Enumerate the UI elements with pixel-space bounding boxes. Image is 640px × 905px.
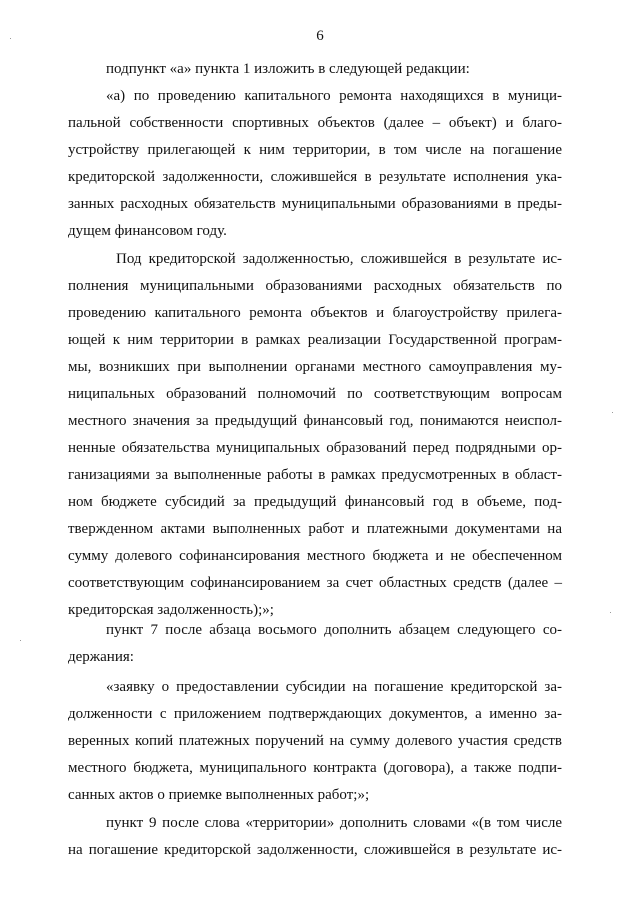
paragraph-application-text	[68, 674, 562, 809]
text-line: соответствующим софинансированием за счет областных средств (далее –	[68, 575, 562, 591]
paragraph-subpoint-a-text	[68, 83, 562, 245]
text-line: дущем финансовом году.	[68, 223, 227, 239]
text-line: местного бюджета, муниципального контракта (договора), а также подпи-	[68, 760, 562, 776]
scan-speck	[610, 612, 611, 613]
text-line: ниципальных образований полномочий по соответствующим вопросам	[68, 386, 562, 402]
paragraph-point-7-amendment	[68, 617, 562, 671]
text-line: на погашение кредиторской задолженности, сложившейся в результате ис-	[68, 842, 562, 858]
text-line: долженности с приложением подтверждающих документов, а именно за-	[68, 706, 562, 722]
text-line: занных расходных обязательств муниципальными образованиями в преды-	[68, 196, 562, 212]
text-line: полнения муниципальными образованиями расходных обязательств по	[68, 278, 562, 294]
text-line: ющей к ним территории в рамках реализации Государственной програм-	[68, 332, 562, 348]
text-line: Под кредиторской задолженностью, сложившейся в результате ис-	[116, 251, 562, 267]
paragraph-debt-definition	[68, 246, 562, 624]
text-line: ненные обязательства муниципальных образований перед подрядными ор-	[68, 440, 562, 456]
text-line: кредиторской задолженности, сложившейся в результате исполнения ука-	[68, 169, 562, 185]
text-line: мы, возникших при выполнении органами местного самоуправления му-	[68, 359, 562, 375]
scan-speck	[20, 640, 21, 641]
scan-speck	[612, 412, 613, 413]
text-line: «а) по проведению капитального ремонта находящихся в муници-	[106, 88, 562, 104]
text-line: пункт 7 после абзаца восьмого дополнить абзацем следующего со-	[106, 622, 562, 638]
paragraph-point-9-amendment	[68, 810, 562, 864]
text-line: местного значения за предыдущий финансовый год, понимаются неиспол-	[68, 413, 562, 429]
text-line: ном бюджете субсидий за предыдущий финансовый год в объеме, под-	[68, 494, 562, 510]
text-line: держания:	[68, 649, 134, 665]
text-line: устройству прилегающей к ним территории, в том числе на погашение	[68, 142, 562, 158]
text-line: «заявку о предоставлении субсидии на погашение кредиторской за-	[106, 679, 562, 695]
page-number: 6	[316, 28, 324, 44]
text-line: веренных копий платежных поручений на сумму долевого участия средств	[68, 733, 562, 749]
text-line: пункт 9 после слова «территории» дополнить словами «(в том числе	[106, 815, 562, 831]
paragraph-amend-subpoint-a	[68, 56, 562, 83]
text-line: подпункт «а» пункта 1 изложить в следующей редакции:	[106, 61, 470, 77]
scan-speck	[10, 38, 11, 39]
text-line: проведению капитального ремонта объектов и благоустройству прилега-	[68, 305, 562, 321]
text-line: ганизациями за выполненные работы в рамках предусмотренных в област-	[68, 467, 562, 483]
text-line: пальной собственности спортивных объектов (далее – объект) и благо-	[68, 115, 562, 131]
text-line: сумму долевого софинансирования местного бюджета и не обеспеченном	[68, 548, 562, 564]
text-line: твержденном актами выполненных работ и платежными документами на	[68, 521, 562, 537]
text-line: санных актов о приемке выполненных работ;»;	[68, 787, 370, 803]
text-line: кредиторская задолженность);»;	[68, 602, 274, 618]
